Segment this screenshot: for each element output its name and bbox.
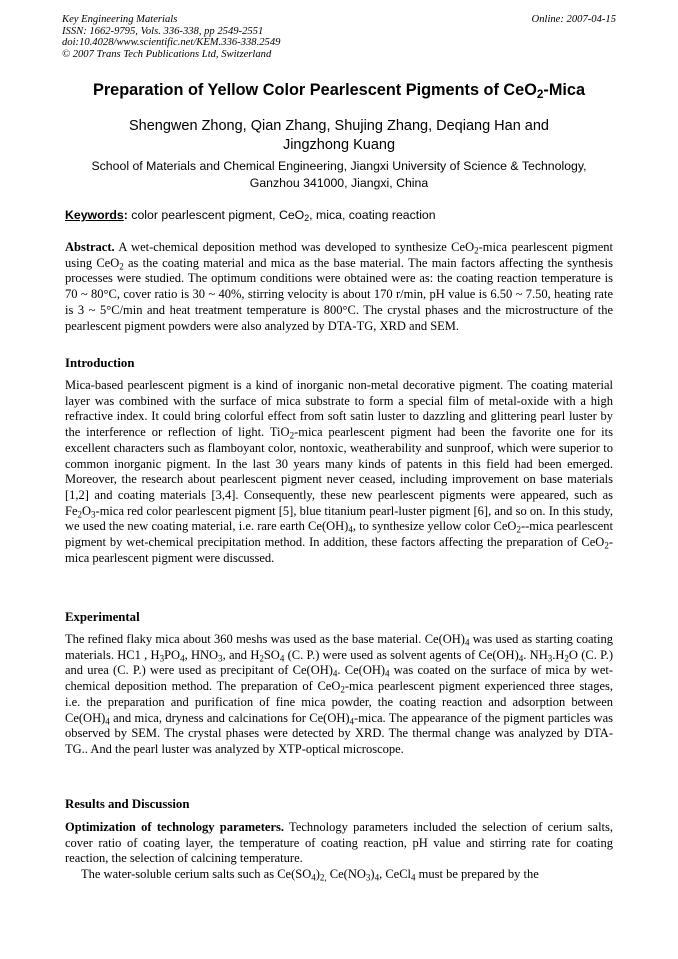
author-line: Shengwen Zhong, Qian Zhang, Shujing Zhang, Deqiang Han and — [129, 118, 549, 134]
results-text — [65, 820, 613, 883]
results-paragraph: Optimization of technology parameters. Technology parameters included the selection of cerium salts, cover ratio of coating layer, the temperature of coating reaction, pH value and stirring rate for coating reaction, the selection of calcining temperature. — [65, 820, 613, 866]
introduction-paragraph: Mica-based pearlescent pigment is a kind of inorganic non-metal decorative pigment. The coating material layer was combined with the surface of mica substrate to form a special film of metal-oxide with a high refractive index. It could bring colorful effect from soft satin luster to dazzling and glittering pearl luster by the interference or reflection of light. TiO$_2$-mica pearlescent pigment had been the favorite one for its excellent characters such as flamboyant color, nontoxic, weatherability and sunproof, which were superior to common inorganic pigment. In the last 30 years many kinds of patents in this field had been emerged. Moreover, the research about pearlescent pigment never ceased, including improvement on base materials [1,2] and coating materials [3,4]. Consequently, these new pearlescent pigments were appeared, such as $Fe_2O_3$-mica red color pearlescent pigment [5], blue titanium pearl-luster pigment [6], and so on. In this study, we used the new coating material, i.e. rare earth $Ce(OH)_4$, to synthesize yellow color CeO$_2$--mica pearlescent pigment by wet-chemical precipitation method. In addition, these factors affecting the preparation of CeO$_2$-mica pearlescent pigment were discussed. — [65, 378, 613, 565]
journal-doi: doi:10.4028/www.scientific.net/KEM.336-338.2549 — [62, 37, 281, 49]
author-line: Jingzhong Kuang — [282, 137, 396, 153]
experimental-paragraph: The refined flaky mica about 360 meshs was used as the base material. $Ce(OH)_4$ was used as starting coating materials. HC1 , $H_3PO_4$, $HNO_3$, and $H_2SO_4$ (C. P.) were used as solvent agents of $Ce(OH)_4$. $NH_3.H_2O$ (C. P.) and urea (C. P.) were used as precipitant of $Ce(OH)_4$. $Ce(OH)_4$ was coated on the surface of mica by wet-chemical deposition method. The preparation of CeO$_2$-mica pearlescent pigment experienced three stages, i.e. the preparation and purification of fine mica powder, the coating reaction and adsorption between $Ce(OH)_4$ and mica, dryness and calcinations for $Ce(OH)_4$-mica. The appearance of the pigment particles was observed by SEM. The crystal phases were detected by XRD. The thermal change was analyzed by DTA-TG.. And the pearl luster was analyzed by XTP-optical microscope. — [65, 632, 614, 756]
section-heading-experimental: Experimental — [65, 610, 140, 624]
paper-title: Preparation of Yellow Color Pearlescent Pigments of CeO$_2$-Mica — [92, 81, 586, 101]
abstract-label: Abstract. — [65, 240, 115, 254]
abstract: Abstract. A wet-chemical deposition method was developed to synthesize CeO$_2$-mica pearlescent pigment using CeO$_2$ as the coating material and mica as the base material. The main factors affecting the synthesis processes were studied. The optimum conditions were obtained were as: the coating reaction temperature is 70 ~ 80°C, cover ratio is 30 ~ 40%, stirring velocity is about 170 r/min, pH value is 6.50 ~ 7.50, heating rate is 3 ~ 5°C/min and heat treatment temperature is 800°C. The crystal phases and the microstructure of the pearlescent pigment powders were also analyzed by DTA-TG, XRD and SEM. — [65, 240, 613, 333]
keywords: Keywords: color pearlescent pigment, CeO$_2$, mica, coating reaction — [65, 208, 436, 224]
subsection-label: Optimization of technology parameters. — [65, 820, 284, 834]
affiliation-line: School of Materials and Chemical Engineering, Jiangxi University of Science & Technology, — [91, 159, 587, 173]
online-date: Online: 2007-04-15 — [531, 14, 616, 25]
keywords-label: Keywords — [65, 208, 124, 222]
section-heading-results: Results and Discussion — [65, 797, 190, 811]
author-list — [80, 117, 598, 155]
affiliation — [70, 158, 608, 191]
results-paragraph: The water-soluble cerium salts such as $Ce(SO_4)_{2,}$ $Ce(NO_3)_4$, CeCl$_4$ must be prepared by the — [81, 867, 539, 883]
affiliation-line: Ganzhou 341000, Jiangxi, China — [249, 175, 429, 190]
section-heading-introduction: Introduction — [65, 356, 135, 370]
journal-name: Key Engineering Materials — [62, 14, 178, 25]
journal-header — [62, 14, 482, 60]
journal-issn: ISSN: 1662-9795, Vols. 336-338, pp 2549-2551 — [62, 25, 264, 37]
journal-copyright: © 2007 Trans Tech Publications Ltd, Switzerland — [62, 48, 272, 60]
